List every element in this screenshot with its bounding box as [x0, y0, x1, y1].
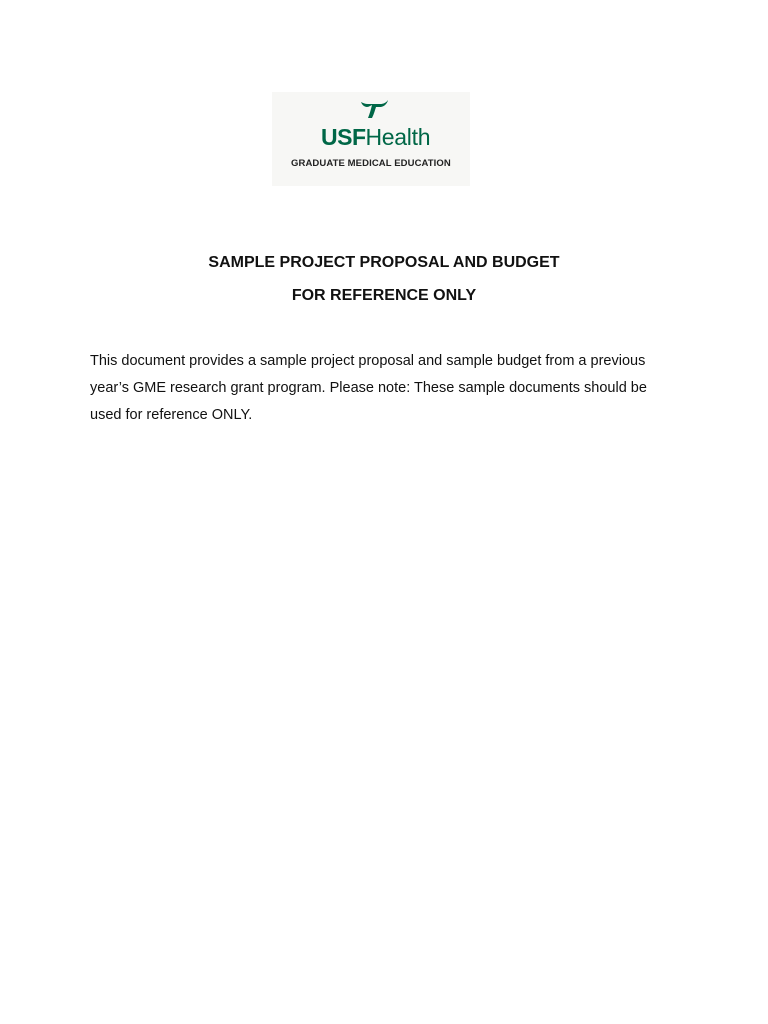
logo-health-text: Health [365, 124, 431, 150]
logo-subtitle: GRADUATE MEDICAL EDUCATION [291, 158, 451, 169]
logo-wordmark [321, 125, 430, 149]
bull-horns-icon [358, 98, 390, 122]
document-title: SAMPLE PROJECT PROPOSAL AND BUDGET [208, 254, 560, 271]
body-line: used for reference ONLY. [90, 407, 253, 423]
usf-health-logo [272, 92, 470, 186]
logo-usf-text: USF [321, 124, 366, 150]
document-subtitle: FOR REFERENCE ONLY [291, 287, 477, 304]
body-paragraph [90, 348, 690, 429]
body-line: year’s GME research grant program. Please note: These sample documents should be [90, 380, 647, 396]
body-line: This document provides a sample project proposal and sample budget from a previous [90, 353, 646, 369]
